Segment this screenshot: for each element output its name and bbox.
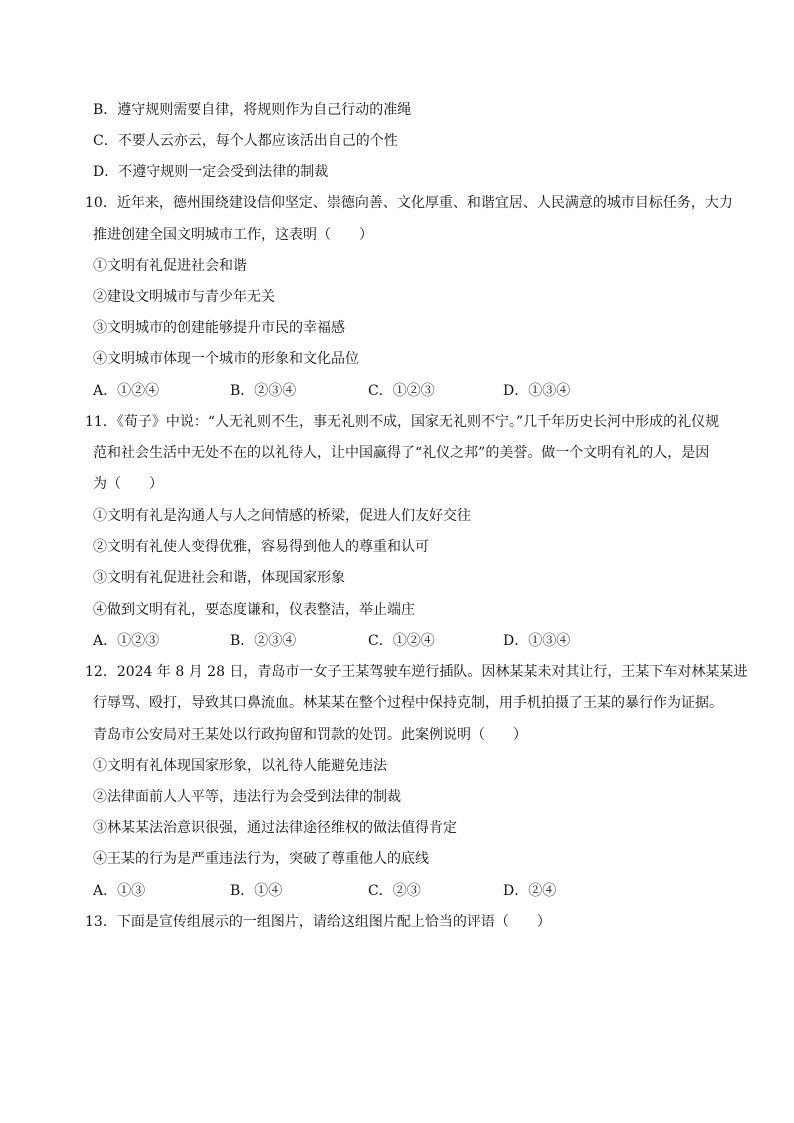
question-11-statement-4: ④做到文明有礼，要态度谦和，仪表整洁，举止端庄 <box>93 602 415 618</box>
option-b: B．遵守规则需要自律，将规则作为自己行动的准绳 <box>93 102 412 118</box>
question-10-stem-line-2: 推进创建全国文明城市工作，这表明（ ） <box>93 227 373 243</box>
question-10-choices <box>0 381 794 401</box>
question-11-stem-line-1: 11．《荀子》中说：“人无礼则不生，事无礼则不成，国家无礼则不宁。”几千年历史长河中形成的礼仪规 <box>85 414 720 430</box>
option-d: D．不遵守规则一定会受到法律的制裁 <box>93 164 329 180</box>
question-number: 10． <box>85 195 117 211</box>
question-number: 13． <box>85 914 117 930</box>
option-c: C．不要人云亦云，每个人都应该活出自己的个性 <box>93 133 398 149</box>
question-12-statement-4: ④王某的行为是严重违法行为，突破了尊重他人的底线 <box>93 851 429 867</box>
choice-d[interactable]: D．①③④ <box>503 383 571 399</box>
choice-a[interactable]: A．①③ <box>93 883 146 899</box>
question-11-statement-2: ②文明有礼使人变得优雅，容易得到他人的尊重和认可 <box>93 539 429 555</box>
choice-c[interactable]: C．②③ <box>368 883 421 899</box>
choice-d[interactable]: D．①③④ <box>503 633 571 649</box>
question-11-statement-1: ①文明有礼是沟通人与人之间情感的桥梁，促进人们友好交往 <box>93 508 471 524</box>
question-number: 11． <box>85 414 117 430</box>
question-12-statement-2: ②法律面前人人平等，违法行为会受到法律的制裁 <box>93 789 401 805</box>
question-10-statement-1: ①文明有礼促进社会和谐 <box>93 258 247 274</box>
question-11-statement-3: ③文明有礼促进社会和谐，体现国家形象 <box>93 570 345 586</box>
choice-b[interactable]: B．①④ <box>230 883 283 899</box>
question-12-stem-line-2: 行辱骂、殴打，导致其口鼻流血。林某某在整个过程中保持克制，用手机拍摄了王某的暴行作为证据。 <box>93 695 723 711</box>
question-10-stem-line-1: 10．近年来，德州围绕建设信仰坚定、崇德向善、文化厚重、和谐宜居、人民满意的城市目标任务，大力 <box>85 195 733 211</box>
question-10-statement-3: ③文明城市的创建能够提升市民的幸福感 <box>93 320 345 336</box>
question-11-stem-line-3: 为（ ） <box>93 476 163 492</box>
choice-b[interactable]: B．②③④ <box>230 633 297 649</box>
choice-a[interactable]: A．①②③ <box>93 633 160 649</box>
choice-b[interactable]: B．②③④ <box>230 383 297 399</box>
question-11-choices <box>0 631 794 651</box>
choice-d[interactable]: D．②④ <box>503 883 557 899</box>
question-number: 12． <box>85 664 117 680</box>
question-12-statement-3: ③林某某法治意识很强，通过法律途径维权的做法值得肯定 <box>93 820 457 836</box>
choice-c[interactable]: C．①②④ <box>368 633 435 649</box>
question-12-statement-1: ①文明有礼体现国家形象，以礼待人能避免违法 <box>93 758 387 774</box>
choice-c[interactable]: C．①②③ <box>368 383 435 399</box>
question-13-stem-line-1: 13．下面是宣传组展示的一组图片，请给这组图片配上恰当的评语（ ） <box>85 914 551 930</box>
question-10-statement-2: ②建设文明城市与青少年无关 <box>93 289 275 305</box>
question-12-stem-line-3: 青岛市公安局对王某处以行政拘留和罚款的处罚。此案例说明（ ） <box>93 727 527 743</box>
question-12-stem-line-1: 12．2024 年 8 月 28 日，青岛市一女子王某驾驶车逆行插队。因林某某未对其让行，王某下车对林某某进 <box>85 664 748 680</box>
question-11-stem-line-2: 范和社会生活中无处不在的以礼待人，让中国赢得了“礼仪之邦”的美誉。做一个文明有礼的人，是因 <box>93 445 710 461</box>
choice-a[interactable]: A．①②④ <box>93 383 160 399</box>
question-12-choices <box>0 881 794 901</box>
question-10-statement-4: ④文明城市体现一个城市的形象和文化品位 <box>93 351 359 367</box>
